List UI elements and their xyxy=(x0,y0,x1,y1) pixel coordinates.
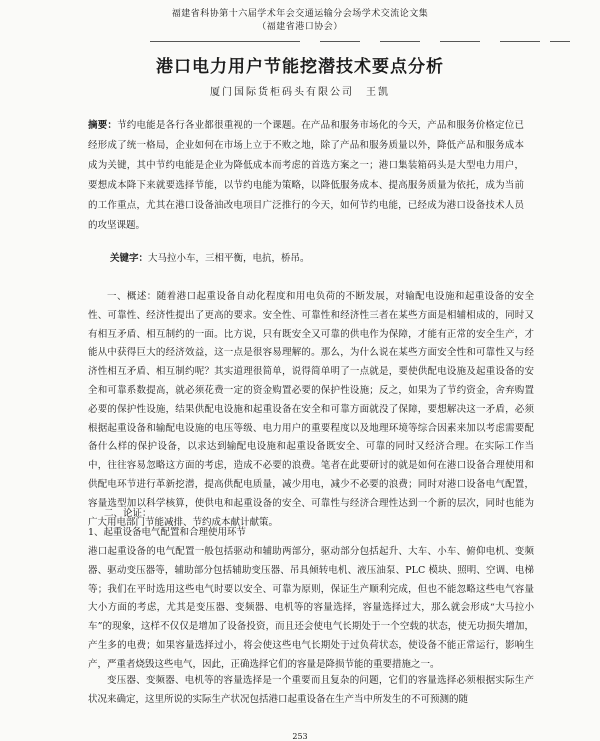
subsection-heading-1: 1、起重设备电气配置和合理使用环节 xyxy=(88,527,247,538)
abstract-label: 摘要： xyxy=(88,120,118,131)
paragraph-electrical-config: 港口起重设备的电气配置一般包括驱动和辅助两部分，驱动部分包括起升、大车、小车、俯仰电机、变频器、驱动变压器等，辅助部分包括辅助变压器、吊具倾转电机、液压油泵、PLC 模块、照明、空调、电梯等；我们在平时选用这些电气时要以安全、可靠为原则，保证生产顺利完成，但也不能忽略这些电气容量大小方面的考虑，尤其是变压器、变频器、电机等的容量选择，容量选择过大，那么就会形成“大马拉小车”的现象，这样不仅仅是增加了设备投资，而且还会使电气长期处于一个空载的状态，使无功损失增加，产生多的电费；如果容量选择过小，将会使这些电气长期处于过负荷状态，使设备不能正常运行，影响生产，严重者烧毁这些电气，因此，正确选择它们的容量是降损节能的重要措施之一。 xyxy=(88,546,534,670)
abstract-text: 节约电能是各行各业都很重视的一个课题。在产品和服务市场化的今天，产品和服务价格定位已经形成了统一格局，企业如何在市场上立于不败之地，除了产品和服务质量以外，降低产品和服务成本成为关键，其中节约电能是企业为降低成本而考虑的首选方案之一；港口集装箱码头是大型电力用户，要想成本降下来就要选择节能，以节约电能为策略，以降低服务成本、提高服务质量为依托，成为当前的工作重点，尤其在港口设备油改电项目广泛推行的今天，如何节约电能，已经成为港口设备技术人员的攻坚课题。 xyxy=(88,120,524,231)
page-number: 253 xyxy=(292,732,308,741)
author-line: 厦门国际货柜码头有限公司 王凯 xyxy=(210,87,390,98)
paragraph-capacity-selection: 变压器、变频器、电机等的容量选择是一个重要而且复杂的问题，它们的容量选择必须根据实际生产状况来确定，这里所说的实际生产状况包括港口起重设备在生产当中所发生的不可预测的随 xyxy=(88,675,534,705)
keywords-text: 大马拉小车，三相平衡，电抗，桥吊。 xyxy=(148,253,310,264)
keywords-label: 关键字： xyxy=(110,253,149,264)
section-overview: 一、概述：随着港口起重设备自动化程度和用电负荷的不断发展，对输配电设施和起重设备的安全性、可靠性、经济性提出了更高的要求。安全性、可靠性和经济性三者在某些方面是相辅相成的，同时又有相互矛盾、相互制约的一面。比方说，只有既安全又可靠的供电作为保障，才能有正常的安全生产，才能从中获得巨大的经济效益，这一点是很容易理解的。那么，为什么说在某些方面安全性和可靠性又与经济性相互矛盾、相互制约呢？其实道理很简单，说得简单明了一点就是，要使供配电设施及起重设备的安全和可靠系数提高，就必须花费一定的资金购置必要的保护性设施；反之，如果为了节约资金，舍弃购置必要的保护性设施，结果供配电设施和起重设备在安全和可靠方面就没了保障，要想解决这一矛盾，必须根据起重设备和输配电设施的电压等级、电力用户的重要程度以及地理环境等综合因素来加以考虑需要配备什么样的保护设备，以求达到输配电设施和起重设备既安全、可靠的同时又经济合理。在实际工作当中，往往容易忽略这方面的考虑，造成不必要的浪费。笔者在此要研讨的就是如何在港口设备合理使用和供配电环节进行革新挖潜，提高供配电质量，减少用电，减少不必要的浪费；同时对港口设备电气配置，容量选型加以科学核算，使供电和起重设备的安全、可靠性与经济合理性达到一个新的层次，同时也能为广大用电部门节能减排、节约成本献计献策。 xyxy=(88,291,534,528)
header-line-2: （福建省港口协会） xyxy=(257,22,343,32)
header-rule xyxy=(150,36,570,46)
section-heading-argument: 二、论证： xyxy=(104,508,152,519)
paper-title: 港口电力用户节能挖潜技术要点分析 xyxy=(156,57,444,77)
keywords xyxy=(110,250,530,264)
proceedings-header xyxy=(0,8,600,34)
header-line-1: 福建省科协第十六届学术年会交通运输分会场学术交流论文集 xyxy=(171,9,429,19)
abstract xyxy=(88,116,524,236)
